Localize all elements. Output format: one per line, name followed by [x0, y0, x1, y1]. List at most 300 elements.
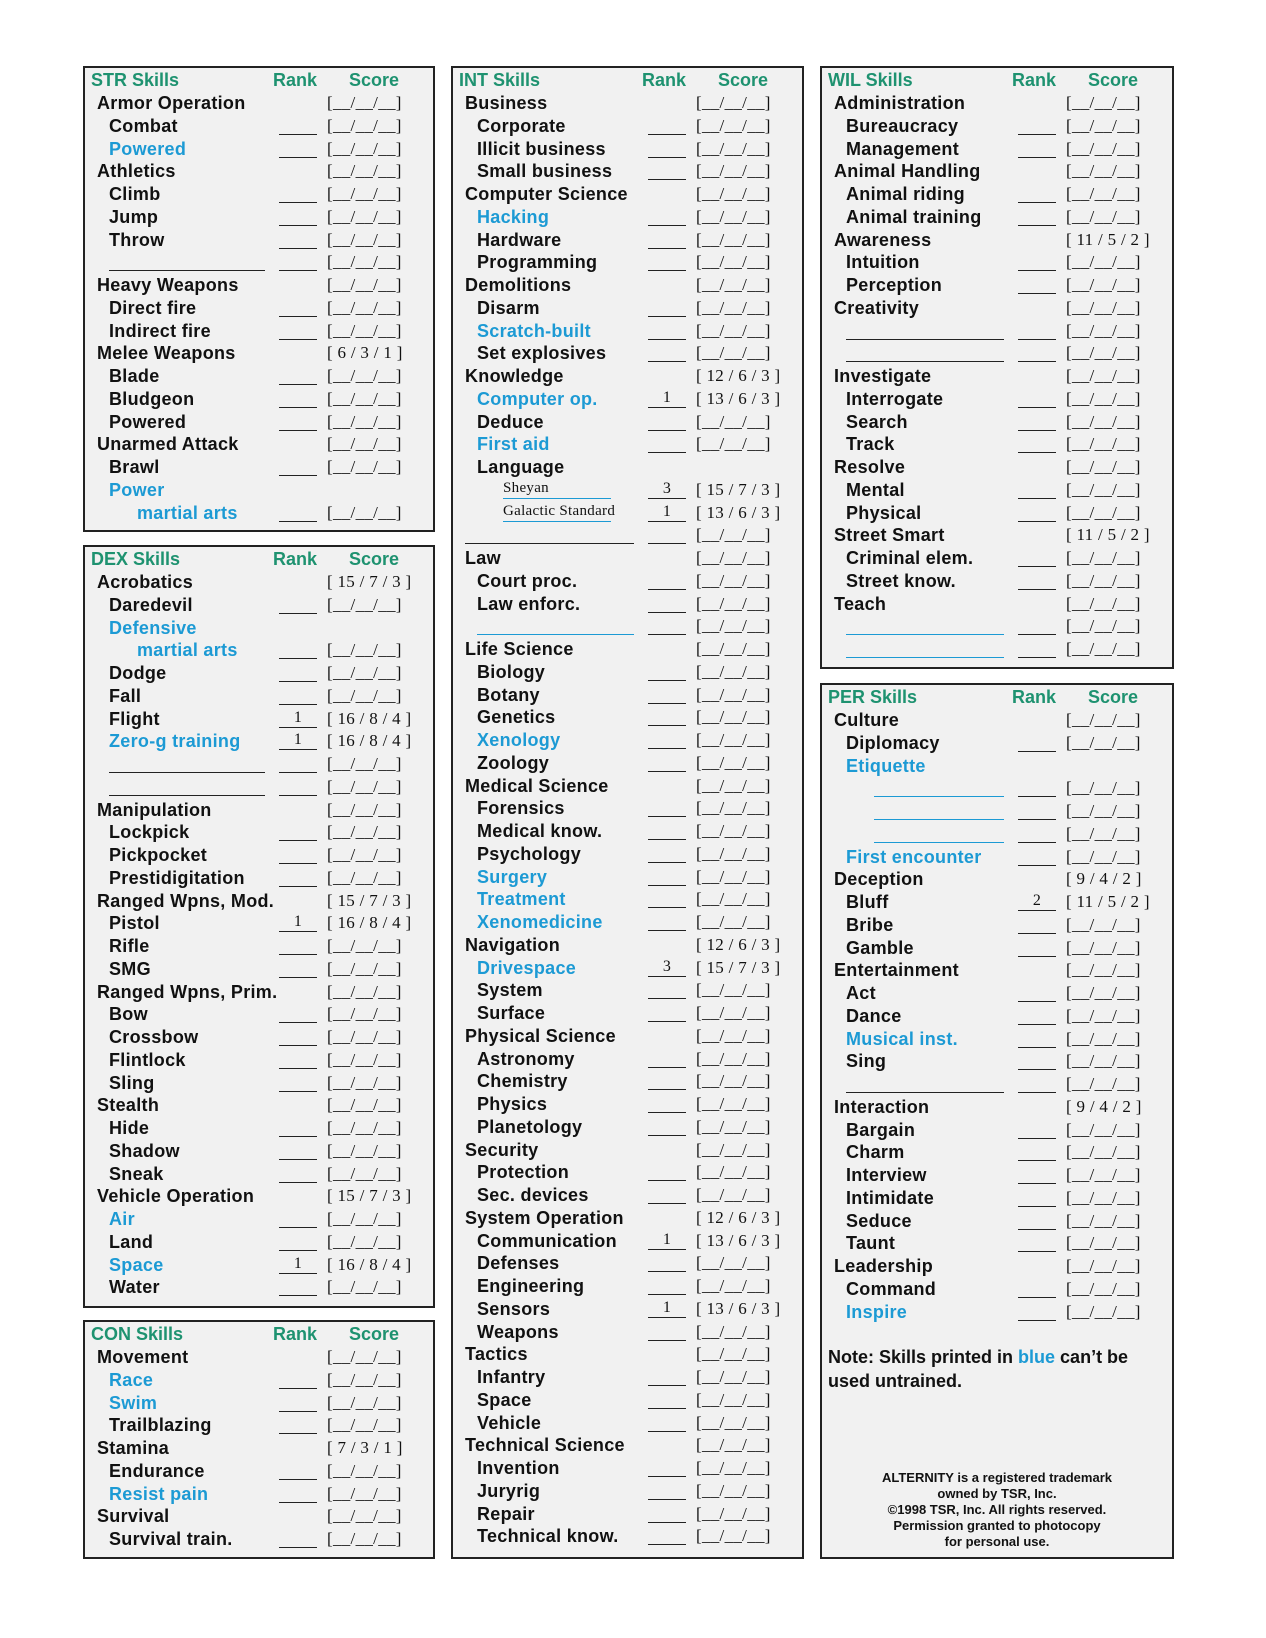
rank-field[interactable] — [648, 525, 686, 544]
score-field[interactable]: [__/__/__] — [327, 1460, 402, 1480]
score-field[interactable]: [__/__/__] — [327, 1415, 402, 1435]
score-field[interactable]: [ 16 / 8 / 4 ] — [327, 1254, 412, 1274]
score-field[interactable]: [__/__/__] — [327, 1049, 402, 1069]
rank-field[interactable] — [648, 844, 686, 863]
score-field[interactable]: [__/__/__] — [1066, 1256, 1141, 1275]
score-field[interactable]: [__/__/__] — [327, 115, 402, 135]
rank-field[interactable] — [648, 1367, 686, 1386]
score-field[interactable]: [__/__/__] — [327, 1163, 402, 1183]
rank-field[interactable] — [1018, 548, 1056, 567]
score-field[interactable]: [__/__/__] — [1066, 983, 1141, 1002]
rank-field[interactable] — [279, 184, 317, 203]
score-field[interactable]: [__/__/__] — [1066, 388, 1141, 408]
score-field[interactable]: [__/__/__] — [696, 639, 771, 658]
score-field[interactable]: [ 15 / 7 / 3 ] — [327, 1186, 412, 1206]
custom-skill-name-field[interactable] — [465, 525, 634, 544]
rank-field[interactable] — [648, 1162, 686, 1181]
rank-field[interactable] — [1018, 1142, 1056, 1161]
score-field[interactable]: [__/__/__] — [327, 1231, 402, 1251]
score-field[interactable]: [__/__/__] — [696, 684, 771, 704]
score-field[interactable]: [__/__/__] — [327, 206, 402, 226]
rank-field[interactable] — [1018, 733, 1056, 752]
rank-field[interactable] — [279, 936, 317, 955]
score-field[interactable]: [__/__/__] — [696, 1185, 771, 1204]
rank-field[interactable] — [1018, 847, 1056, 866]
score-field[interactable]: [ 13 / 6 / 3 ] — [696, 388, 781, 408]
rank-field[interactable] — [648, 1504, 686, 1523]
score-field[interactable]: [ 15 / 7 / 3 ] — [696, 479, 781, 499]
rank-field[interactable] — [1018, 571, 1056, 590]
score-field[interactable]: [__/__/__] — [1066, 639, 1141, 658]
score-field[interactable]: [__/__/__] — [327, 366, 402, 385]
rank-field[interactable] — [648, 798, 686, 817]
score-field[interactable]: [__/__/__] — [1066, 320, 1141, 340]
rank-field[interactable] — [1018, 252, 1056, 271]
score-field[interactable]: [ 15 / 7 / 3 ] — [327, 572, 412, 591]
rank-field[interactable] — [648, 161, 686, 180]
rank-field[interactable] — [279, 252, 317, 271]
score-field[interactable]: [ 6 / 3 / 1 ] — [327, 343, 403, 363]
score-field[interactable]: [__/__/__] — [1066, 1119, 1141, 1139]
rank-field[interactable] — [1018, 1051, 1056, 1070]
score-field[interactable]: [__/__/__] — [327, 434, 402, 454]
score-field[interactable]: [ 11 / 5 / 2 ] — [1066, 229, 1150, 249]
rank-field[interactable] — [648, 662, 686, 681]
rank-field[interactable] — [648, 139, 686, 158]
rank-field[interactable] — [648, 207, 686, 226]
score-field[interactable]: [__/__/__] — [1066, 593, 1141, 613]
score-field[interactable]: [__/__/__] — [1066, 778, 1141, 798]
score-field[interactable]: [__/__/__] — [327, 138, 402, 158]
score-field[interactable]: [__/__/__] — [1066, 138, 1141, 158]
score-field[interactable]: [__/__/__] — [327, 1392, 402, 1412]
rank-field[interactable]: 2 — [1018, 892, 1056, 911]
score-field[interactable]: [__/__/__] — [1066, 1005, 1141, 1025]
rank-field[interactable] — [648, 571, 686, 590]
score-field[interactable]: [__/__/__] — [1066, 411, 1141, 431]
score-field[interactable]: [__/__/__] — [696, 206, 771, 226]
rank-field[interactable]: 3 — [648, 958, 686, 977]
score-field[interactable]: [__/__/__] — [327, 1347, 402, 1366]
score-field[interactable]: [__/__/__] — [327, 799, 402, 819]
rank-field[interactable] — [648, 434, 686, 453]
custom-skill-name-field[interactable] — [846, 321, 1004, 340]
rank-field[interactable]: 3 — [648, 480, 686, 499]
rank-field[interactable] — [1018, 983, 1056, 1002]
score-field[interactable]: [__/__/__] — [696, 320, 771, 340]
rank-field[interactable] — [1018, 616, 1056, 635]
rank-field[interactable]: 1 — [279, 709, 317, 728]
score-field[interactable]: [__/__/__] — [696, 1526, 771, 1546]
rank-field[interactable]: 1 — [279, 913, 317, 932]
rank-field[interactable] — [648, 1481, 686, 1500]
rank-field[interactable] — [648, 1049, 686, 1068]
score-field[interactable]: [__/__/__] — [327, 388, 402, 408]
custom-skill-name-field[interactable] — [874, 801, 1004, 820]
rank-field[interactable] — [1018, 1302, 1056, 1321]
score-field[interactable]: [__/__/__] — [1066, 1278, 1141, 1298]
score-field[interactable]: [__/__/__] — [1066, 275, 1141, 294]
rank-field[interactable] — [279, 457, 317, 476]
rank-field[interactable] — [648, 321, 686, 340]
score-field[interactable]: [__/__/__] — [327, 640, 402, 660]
custom-skill-name-field[interactable] — [109, 777, 265, 796]
rank-field[interactable] — [1018, 321, 1056, 340]
score-field[interactable]: [__/__/__] — [327, 161, 402, 181]
score-field[interactable]: [__/__/__] — [696, 525, 771, 545]
rank-field[interactable] — [648, 1322, 686, 1341]
rank-field[interactable] — [279, 389, 317, 408]
rank-field[interactable] — [648, 298, 686, 317]
score-field[interactable]: [__/__/__] — [327, 663, 402, 682]
custom-skill-name-field[interactable] — [109, 252, 265, 271]
score-field[interactable]: [__/__/__] — [1066, 732, 1141, 752]
score-field[interactable]: [__/__/__] — [327, 1209, 402, 1228]
rank-field[interactable] — [279, 1529, 317, 1548]
score-field[interactable]: [__/__/__] — [327, 776, 402, 796]
score-field[interactable]: [__/__/__] — [327, 502, 402, 522]
score-field[interactable]: [ 16 / 8 / 4 ] — [327, 913, 412, 933]
score-field[interactable]: [__/__/__] — [696, 1116, 771, 1136]
rank-field[interactable] — [279, 959, 317, 978]
rank-field[interactable] — [648, 1071, 686, 1090]
score-field[interactable]: [__/__/__] — [327, 275, 402, 294]
language-name-field[interactable]: Galactic Standard — [503, 503, 611, 522]
rank-field[interactable] — [648, 1390, 686, 1409]
score-field[interactable]: [__/__/__] — [1066, 1074, 1141, 1093]
score-field[interactable]: [__/__/__] — [696, 1389, 771, 1409]
score-field[interactable]: [__/__/__] — [1066, 343, 1141, 363]
score-field[interactable]: [ 7 / 3 / 1 ] — [327, 1438, 403, 1457]
custom-skill-name-field[interactable] — [846, 639, 1004, 658]
rank-field[interactable] — [1018, 480, 1056, 499]
score-field[interactable]: [__/__/__] — [327, 1140, 402, 1160]
score-field[interactable]: [__/__/__] — [1066, 937, 1141, 957]
rank-field[interactable] — [648, 1526, 686, 1545]
score-field[interactable]: [__/__/__] — [1066, 570, 1141, 590]
rank-field[interactable] — [279, 686, 317, 705]
rank-field[interactable] — [279, 321, 317, 340]
rank-field[interactable]: 1 — [648, 1231, 686, 1250]
score-field[interactable]: [__/__/__] — [696, 343, 771, 363]
rank-field[interactable] — [1018, 1188, 1056, 1207]
score-field[interactable]: [__/__/__] — [696, 1025, 771, 1045]
language-name-field[interactable]: Sheyan — [503, 480, 611, 499]
rank-field[interactable] — [279, 230, 317, 249]
score-field[interactable]: [ 9 / 4 / 2 ] — [1066, 869, 1142, 889]
score-field[interactable]: [__/__/__] — [696, 616, 771, 636]
rank-field[interactable] — [279, 1050, 317, 1069]
rank-field[interactable] — [648, 912, 686, 931]
score-field[interactable]: [__/__/__] — [1066, 434, 1141, 454]
rank-field[interactable] — [279, 1073, 317, 1092]
rank-field[interactable] — [279, 754, 317, 773]
score-field[interactable]: [ 16 / 8 / 4 ] — [327, 708, 412, 728]
rank-field[interactable] — [279, 1118, 317, 1137]
rank-field[interactable] — [1018, 938, 1056, 957]
custom-skill-name-field[interactable] — [477, 616, 634, 635]
rank-field[interactable]: 1 — [648, 503, 686, 522]
score-field[interactable]: [__/__/__] — [696, 912, 771, 931]
score-field[interactable]: [__/__/__] — [327, 867, 402, 887]
rank-field[interactable] — [1018, 1006, 1056, 1025]
rank-field[interactable] — [279, 1164, 317, 1183]
score-field[interactable]: [__/__/__] — [1066, 1028, 1141, 1048]
rank-field[interactable] — [279, 1004, 317, 1023]
score-field[interactable]: [__/__/__] — [696, 798, 771, 818]
score-field[interactable]: [__/__/__] — [696, 297, 771, 317]
rank-field[interactable] — [279, 822, 317, 841]
score-field[interactable]: [__/__/__] — [696, 434, 771, 454]
rank-field[interactable] — [1018, 139, 1056, 158]
score-field[interactable]: [__/__/__] — [1066, 479, 1141, 499]
score-field[interactable]: [__/__/__] — [696, 1435, 771, 1455]
score-field[interactable]: [__/__/__] — [696, 1048, 771, 1068]
score-field[interactable]: [__/__/__] — [1066, 1051, 1141, 1071]
rank-field[interactable] — [648, 685, 686, 704]
score-field[interactable]: [__/__/__] — [1066, 93, 1141, 112]
rank-field[interactable] — [279, 1232, 317, 1251]
score-field[interactable]: [__/__/__] — [327, 1118, 402, 1137]
score-field[interactable]: [__/__/__] — [1066, 115, 1141, 135]
score-field[interactable]: [__/__/__] — [327, 754, 402, 773]
score-field[interactable]: [ 12 / 6 / 3 ] — [696, 366, 781, 385]
rank-field[interactable] — [1018, 116, 1056, 135]
score-field[interactable]: [__/__/__] — [696, 775, 771, 795]
rank-field[interactable] — [1018, 1029, 1056, 1048]
rank-field[interactable] — [1018, 915, 1056, 934]
score-field[interactable]: [__/__/__] — [696, 593, 771, 613]
score-field[interactable]: [__/__/__] — [696, 252, 771, 272]
rank-field[interactable] — [1018, 801, 1056, 820]
score-field[interactable]: [__/__/__] — [696, 1480, 771, 1500]
score-field[interactable]: [__/__/__] — [327, 981, 402, 1001]
rank-field[interactable] — [279, 1209, 317, 1228]
score-field[interactable]: [__/__/__] — [327, 320, 402, 340]
score-field[interactable]: [__/__/__] — [696, 1503, 771, 1523]
rank-field[interactable] — [648, 821, 686, 840]
score-field[interactable]: [__/__/__] — [1066, 960, 1141, 980]
rank-field[interactable] — [648, 594, 686, 613]
rank-field[interactable] — [1018, 1233, 1056, 1252]
score-field[interactable]: [__/__/__] — [696, 1367, 771, 1386]
score-field[interactable]: [__/__/__] — [696, 1162, 771, 1182]
score-field[interactable]: [__/__/__] — [696, 1458, 771, 1477]
rank-field[interactable] — [1018, 1211, 1056, 1230]
score-field[interactable]: [__/__/__] — [327, 936, 402, 955]
score-field[interactable]: [__/__/__] — [327, 822, 402, 842]
rank-field[interactable] — [648, 230, 686, 249]
rank-field[interactable] — [648, 1413, 686, 1432]
score-field[interactable]: [__/__/__] — [1066, 846, 1141, 866]
score-field[interactable]: [__/__/__] — [1066, 502, 1141, 522]
score-field[interactable]: [__/__/__] — [1066, 206, 1141, 226]
score-field[interactable]: [__/__/__] — [696, 1344, 771, 1364]
score-field[interactable]: [__/__/__] — [696, 229, 771, 249]
rank-field[interactable] — [279, 298, 317, 317]
rank-field[interactable] — [279, 503, 317, 522]
score-field[interactable]: [__/__/__] — [1066, 1142, 1141, 1162]
rank-field[interactable] — [1018, 824, 1056, 843]
rank-field[interactable] — [648, 707, 686, 726]
score-field[interactable]: [__/__/__] — [327, 411, 402, 431]
score-field[interactable]: [__/__/__] — [696, 866, 771, 886]
rank-field[interactable] — [279, 139, 317, 158]
rank-field[interactable] — [648, 889, 686, 908]
score-field[interactable]: [__/__/__] — [1066, 1187, 1141, 1207]
score-field[interactable]: [__/__/__] — [696, 161, 771, 181]
rank-field[interactable] — [279, 1027, 317, 1046]
rank-field[interactable] — [648, 1117, 686, 1136]
score-field[interactable]: [__/__/__] — [1066, 161, 1141, 181]
score-field[interactable]: [ 11 / 5 / 2 ] — [1066, 525, 1150, 545]
score-field[interactable]: [__/__/__] — [696, 138, 771, 158]
custom-skill-name-field[interactable] — [846, 1074, 1004, 1093]
rank-field[interactable]: 1 — [648, 389, 686, 408]
rank-field[interactable] — [1018, 412, 1056, 431]
score-field[interactable]: [__/__/__] — [696, 661, 771, 681]
score-field[interactable]: [__/__/__] — [696, 1412, 771, 1432]
rank-field[interactable] — [1018, 639, 1056, 658]
score-field[interactable]: [__/__/__] — [1066, 823, 1141, 843]
score-field[interactable]: [__/__/__] — [696, 1003, 771, 1022]
rank-field[interactable] — [279, 366, 317, 385]
rank-field[interactable] — [648, 980, 686, 999]
rank-field[interactable] — [648, 343, 686, 362]
score-field[interactable]: [__/__/__] — [327, 1369, 402, 1389]
rank-field[interactable] — [648, 252, 686, 271]
rank-field[interactable] — [1018, 1279, 1056, 1298]
score-field[interactable]: [__/__/__] — [1066, 297, 1141, 317]
score-field[interactable]: [__/__/__] — [696, 821, 771, 840]
rank-field[interactable] — [279, 1277, 317, 1296]
rank-field[interactable] — [1018, 275, 1056, 294]
rank-field[interactable] — [648, 867, 686, 886]
score-field[interactable]: [__/__/__] — [327, 594, 402, 614]
score-field[interactable]: [__/__/__] — [327, 1095, 402, 1115]
rank-field[interactable] — [1018, 1074, 1056, 1093]
score-field[interactable]: [__/__/__] — [1066, 801, 1141, 820]
rank-field[interactable] — [279, 1393, 317, 1412]
rank-field[interactable] — [279, 663, 317, 682]
score-field[interactable]: [__/__/__] — [1066, 548, 1141, 567]
rank-field[interactable] — [1018, 1120, 1056, 1139]
score-field[interactable]: [__/__/__] — [327, 184, 402, 203]
rank-field[interactable] — [1018, 503, 1056, 522]
score-field[interactable]: [__/__/__] — [1066, 366, 1141, 385]
rank-field[interactable] — [648, 116, 686, 135]
rank-field[interactable] — [279, 1484, 317, 1503]
rank-field[interactable] — [1018, 434, 1056, 453]
score-field[interactable]: [__/__/__] — [327, 1483, 402, 1503]
score-field[interactable]: [__/__/__] — [327, 1027, 402, 1046]
score-field[interactable]: [__/__/__] — [696, 115, 771, 135]
score-field[interactable]: [ 12 / 6 / 3 ] — [696, 934, 781, 954]
score-field[interactable]: [__/__/__] — [327, 845, 402, 864]
score-field[interactable]: [ 16 / 8 / 4 ] — [327, 731, 412, 751]
score-field[interactable]: [__/__/__] — [696, 1139, 771, 1159]
custom-skill-name-field[interactable] — [846, 343, 1004, 362]
score-field[interactable]: [__/__/__] — [1066, 1301, 1141, 1321]
score-field[interactable]: [__/__/__] — [696, 1094, 771, 1113]
score-field[interactable]: [__/__/__] — [1066, 252, 1141, 272]
score-field[interactable]: [ 13 / 6 / 3 ] — [696, 502, 781, 522]
rank-field[interactable] — [648, 616, 686, 635]
rank-field[interactable] — [648, 753, 686, 772]
rank-field[interactable] — [648, 1094, 686, 1113]
score-field[interactable]: [ 13 / 6 / 3 ] — [696, 1230, 781, 1250]
rank-field[interactable] — [648, 1185, 686, 1204]
rank-field[interactable] — [279, 1141, 317, 1160]
score-field[interactable]: [ 15 / 7 / 3 ] — [696, 957, 781, 977]
score-field[interactable]: [__/__/__] — [696, 570, 771, 590]
score-field[interactable]: [ 11 / 5 / 2 ] — [1066, 892, 1150, 911]
score-field[interactable]: [__/__/__] — [327, 1004, 402, 1024]
score-field[interactable]: [__/__/__] — [327, 229, 402, 249]
score-field[interactable]: [__/__/__] — [696, 411, 771, 431]
score-field[interactable]: [ 12 / 6 / 3 ] — [696, 1207, 781, 1227]
score-field[interactable]: [__/__/__] — [696, 730, 771, 749]
score-field[interactable]: [__/__/__] — [1066, 184, 1141, 203]
score-field[interactable]: [__/__/__] — [327, 1529, 402, 1548]
score-field[interactable]: [__/__/__] — [696, 843, 771, 863]
rank-field[interactable] — [279, 1370, 317, 1389]
score-field[interactable]: [__/__/__] — [696, 889, 771, 909]
score-field[interactable]: [__/__/__] — [696, 1253, 771, 1273]
rank-field[interactable] — [279, 845, 317, 864]
score-field[interactable]: [__/__/__] — [327, 685, 402, 705]
rank-field[interactable] — [1018, 343, 1056, 362]
score-field[interactable]: [__/__/__] — [1066, 914, 1141, 934]
score-field[interactable]: [__/__/__] — [327, 297, 402, 317]
rank-field[interactable] — [279, 1461, 317, 1480]
score-field[interactable]: [__/__/__] — [327, 93, 402, 112]
rank-field[interactable]: 1 — [279, 731, 317, 750]
score-field[interactable]: [__/__/__] — [696, 1071, 771, 1091]
score-field[interactable]: [__/__/__] — [696, 1276, 771, 1295]
score-field[interactable]: [__/__/__] — [1066, 616, 1141, 636]
rank-field[interactable] — [279, 868, 317, 887]
rank-field[interactable] — [279, 412, 317, 431]
rank-field[interactable] — [1018, 184, 1056, 203]
score-field[interactable]: [__/__/__] — [696, 184, 771, 203]
score-field[interactable]: [__/__/__] — [327, 457, 402, 476]
score-field[interactable]: [__/__/__] — [696, 1321, 771, 1341]
rank-field[interactable] — [279, 777, 317, 796]
custom-skill-name-field[interactable] — [109, 754, 265, 773]
score-field[interactable]: [__/__/__] — [1066, 1233, 1141, 1253]
custom-skill-name-field[interactable] — [874, 824, 1004, 843]
rank-field[interactable] — [648, 1003, 686, 1022]
score-field[interactable]: [__/__/__] — [327, 958, 402, 978]
rank-field[interactable]: 1 — [279, 1255, 317, 1274]
rank-field[interactable] — [648, 730, 686, 749]
score-field[interactable]: [__/__/__] — [696, 275, 771, 294]
rank-field[interactable] — [648, 1253, 686, 1272]
rank-field[interactable] — [279, 207, 317, 226]
score-field[interactable]: [ 15 / 7 / 3 ] — [327, 890, 412, 910]
score-field[interactable]: [ 13 / 6 / 3 ] — [696, 1298, 781, 1318]
rank-field[interactable] — [1018, 389, 1056, 408]
score-field[interactable]: [__/__/__] — [696, 548, 771, 567]
score-field[interactable]: [__/__/__] — [327, 1072, 402, 1092]
score-field[interactable]: [__/__/__] — [327, 1506, 402, 1526]
score-field[interactable]: [ 9 / 4 / 2 ] — [1066, 1096, 1142, 1116]
score-field[interactable]: [__/__/__] — [327, 1277, 402, 1297]
custom-skill-name-field[interactable] — [846, 616, 1004, 635]
rank-field[interactable] — [279, 640, 317, 659]
rank-field[interactable]: 1 — [648, 1299, 686, 1318]
